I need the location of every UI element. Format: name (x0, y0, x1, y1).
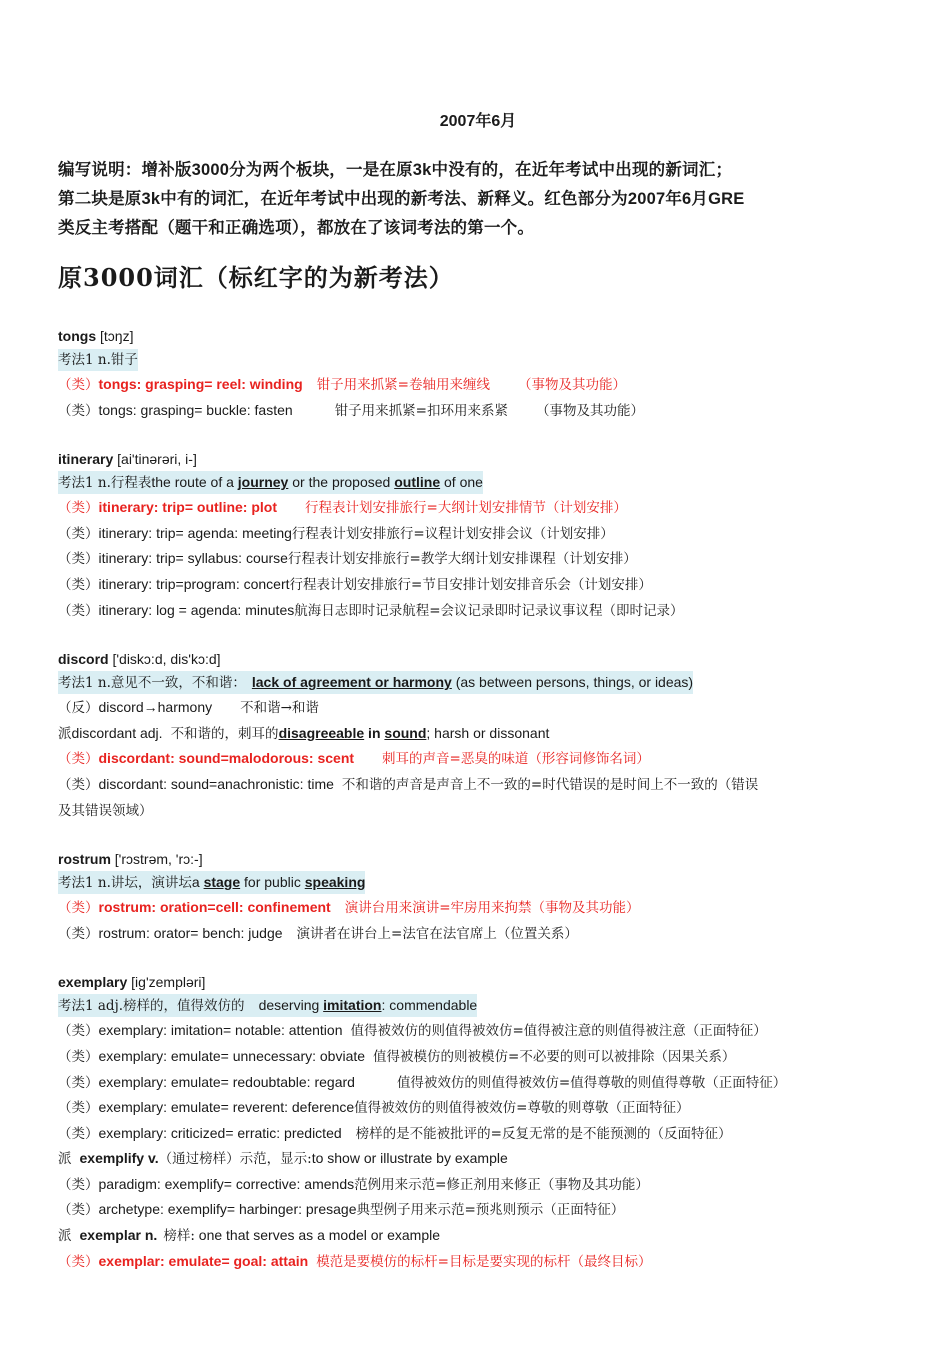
analogy-line: （类）rostrum: orator= bench: judge 演讲者在讲台上=法官在法官席上（位置关系） (58, 924, 578, 942)
line-tag: （类） (58, 377, 99, 393)
analogy-line: （类）itinerary: trip= outline: plot 行程表计划安排旅行=大纲计划安排情节（计划安排） (58, 499, 627, 517)
analogy-line: （类）exemplar: emulate= goal: attain 模范是要模仿的标杆=目标是要实现的标杆（最终目标） (58, 1252, 652, 1270)
analogy-line-continued: 及其错误领域） (58, 802, 153, 819)
headword: discord (58, 651, 109, 668)
analogy-note: （事物及其功能） (518, 377, 626, 393)
intro-line: 类反主考搭配（题干和正确选项），都放在了该词考法的第一个。 (58, 219, 535, 237)
word-entries (58, 325, 898, 1299)
definition: 考法1 n.钳子 (58, 349, 138, 371)
derivative-line: 派 exemplar n. 榜样: one that serves as a model or example (58, 1227, 441, 1245)
analogy-line: （类）discordant: sound=anachronistic: time 不和谐的声音是声音上不一致的=时代错误的是时间上不一致的（错误 (58, 775, 759, 793)
document-date: 2007年6月 (439, 113, 517, 130)
definition: 考法1 n.讲坛，演讲坛a stage for public speaking (58, 871, 365, 894)
headword: itinerary (58, 451, 114, 468)
phonetic: [ig'zempləri] (131, 974, 206, 991)
entry-rostrum (58, 848, 898, 946)
entry-discord (58, 648, 898, 823)
intro-paragraph (58, 156, 898, 243)
analogy-zh: 钳子用来抓紧=扣环用来系紧 (334, 402, 508, 419)
antonym-line: （反）discord→harmony 不和谐→和谐 (58, 699, 319, 717)
headword: exemplary (58, 974, 128, 991)
derivative-line: 派discordant adj. 不和谐的，刺耳的disagreeable in sound; harsh or dissonant (58, 724, 550, 742)
phonetic: ['rɔstrəm, 'rɔ:-] (114, 851, 203, 868)
analogy-line: （类）itinerary: log = agenda: minutes航海日志即时记录航程=会议记录即时记录议事议程（即时记录） (58, 601, 684, 619)
analogy-line: （类）itinerary: trip=program: concert行程表计划安排旅行=节目安排计划安排音乐会（计划安排） (58, 575, 652, 593)
analogy-line: （类）exemplary: emulate= unnecessary: obviate 值得被模仿的则被模仿=不必要的则可以被排除（因果关系） (58, 1047, 736, 1065)
derivative-line: 派 exemplify v.（通过榜样）示范，显示:to show or illustrate by example (58, 1150, 508, 1168)
headword-line (58, 848, 898, 870)
headword: rostrum (58, 851, 111, 868)
line-tag: （类） (58, 402, 99, 419)
headword: tongs (58, 328, 97, 344)
analogy-note: （事物及其功能） (536, 402, 644, 419)
phonetic: [tɔŋz] (100, 328, 134, 344)
entry-tongs (58, 325, 898, 423)
definition: 考法1 n.意见不一致，不和谐： lack of agreement or harmony (as between persons, things, or ideas) (58, 671, 693, 694)
section-title: 原3000词汇（标红字的为新考法） (58, 263, 454, 292)
phonetic: [ai'tinərəri, i-] (117, 451, 197, 468)
analogy-line: （类）exemplary: imitation= notable: attention 值得被效仿的则值得被效仿=值得被注意的则值得被注意（正面特征） (58, 1022, 767, 1040)
analogy-line: （类）exemplary: criticized= erratic: predicted 榜样的是不能被批评的=反复无常的是不能预测的（反面特征） (58, 1124, 732, 1142)
analogy-line: （类）discordant: sound=malodorous: scent 刺耳的声音=恶臭的味道（形容词修饰名词） (58, 750, 650, 768)
analogy-en: tongs: grasping= reel: winding (98, 376, 303, 392)
analogy-line: （类）exemplary: emulate= redoubtable: regard 值得被效仿的则值得被效仿=值得尊敬的则值得尊敬（正面特征） (58, 1073, 787, 1091)
analogy-line (58, 398, 898, 424)
headword-line (58, 448, 898, 470)
entry-exemplary (58, 971, 898, 1274)
headword-line (58, 971, 898, 993)
analogy-zh: 钳子用来抓紧=卷轴用来缠线 (316, 377, 490, 393)
analogy-line: （类）rostrum: oration=cell: confinement 演讲台用来演讲=牢房用来拘禁（事物及其功能） (58, 899, 640, 917)
analogy-line: （类）itinerary: trip= syllabus: course行程表计划安排旅行=教学大纲计划安排课程（计划安排） (58, 550, 637, 568)
analogy-line: （类）exemplary: emulate= reverent: deference值得被效仿的则值得被效仿=尊敬的则尊敬（正面特征） (58, 1099, 690, 1117)
definition: 考法1 n.行程表the route of a journey or the proposed outline of one (58, 471, 483, 494)
entry-itinerary (58, 448, 898, 623)
analogy-line (58, 372, 898, 398)
analogy-line: （类）paradigm: exemplify= corrective: amends范例用来示范=修正剂用来修正（事物及其功能） (58, 1175, 649, 1193)
intro-line: 第二块是原3k中有的词汇，在近年考试中出现的新考法、新释义。红色部分为2007年6月GRE (58, 190, 745, 208)
definition: 考法1 adj.榜样的，值得效仿的 deserving imitation: commendable (58, 994, 477, 1017)
analogy-line: （类）itinerary: trip= agenda: meeting行程表计划安排旅行=议程计划安排会议（计划安排） (58, 524, 614, 542)
intro-line: 编写说明：增补版3000分为两个板块，一是在原3k中没有的，在近年考试中出现的新词汇； (58, 161, 733, 179)
headword-line (58, 648, 898, 670)
analogy-en: tongs: grasping= buckle: fasten (98, 401, 293, 418)
phonetic: ['diskɔ:d, dis'kɔ:d] (112, 651, 221, 668)
headword-line (58, 325, 898, 347)
analogy-line: （类）archetype: exemplify= harbinger: presage典型例子用来示范=预兆则预示（正面特征） (58, 1201, 625, 1219)
